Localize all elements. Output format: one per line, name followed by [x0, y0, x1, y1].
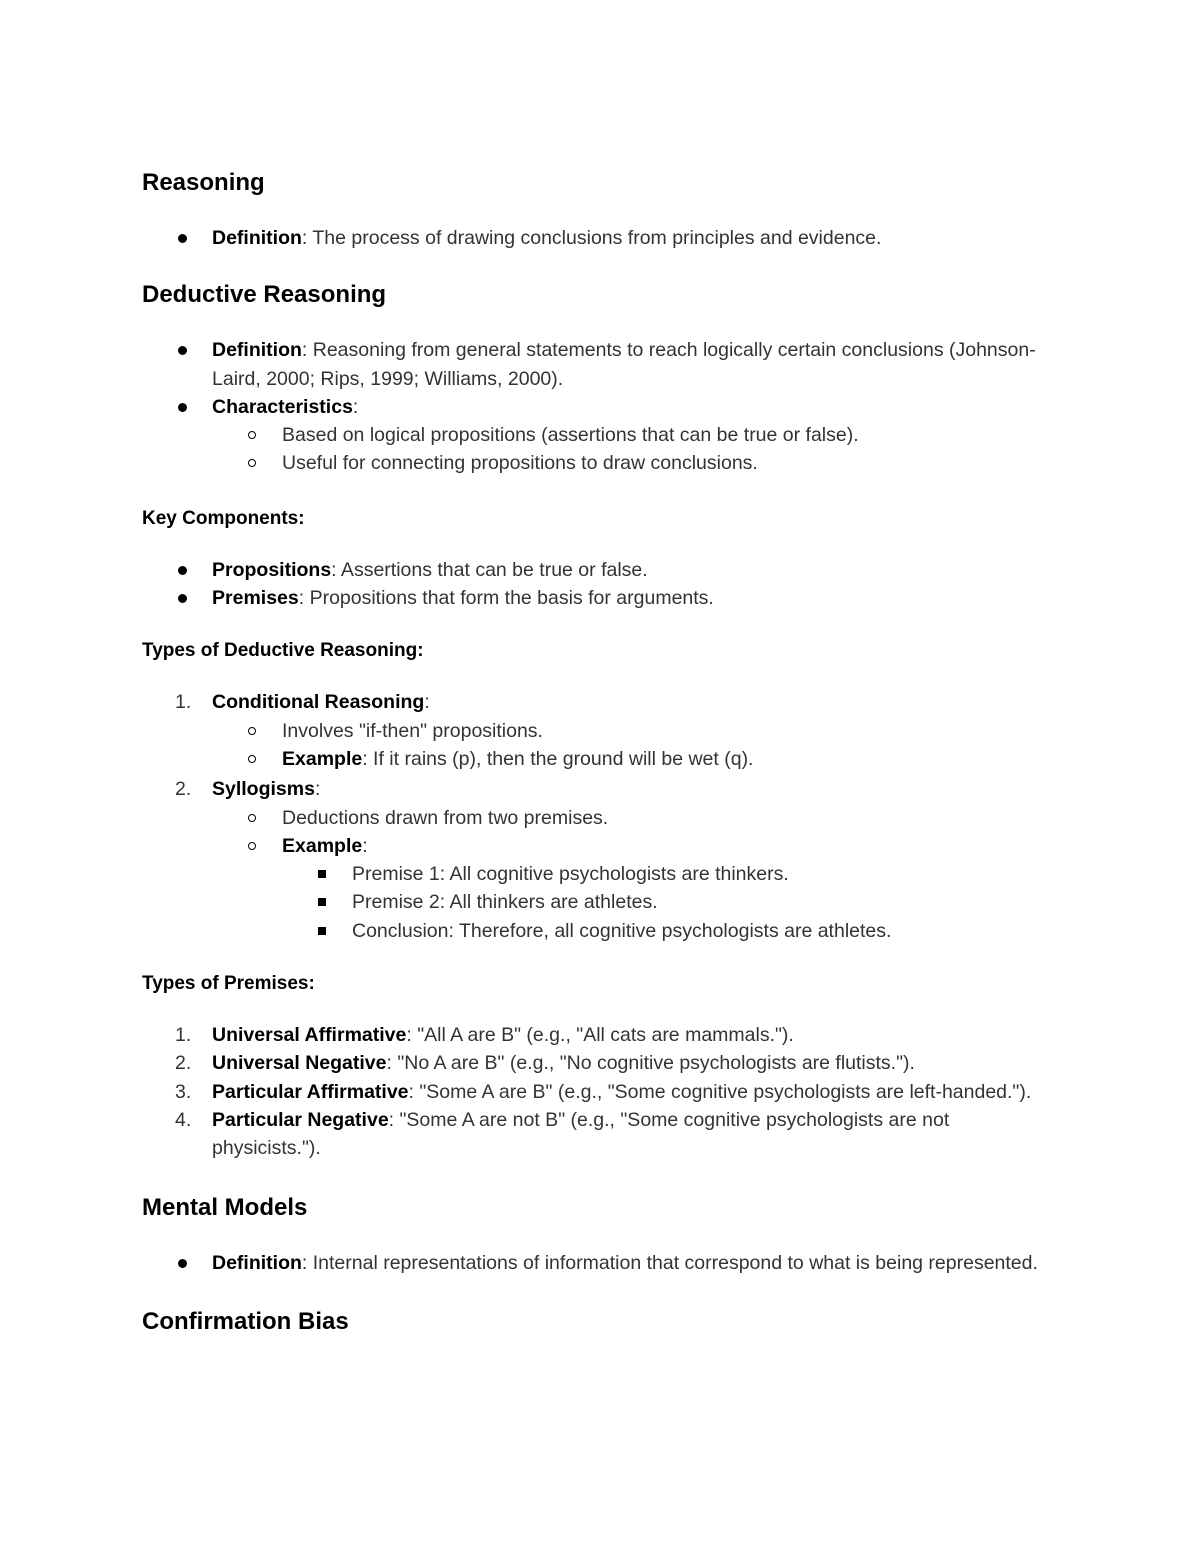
heading-types-premises: Types of Premises: — [142, 973, 315, 995]
list-item — [212, 745, 1042, 773]
component-label: Premises — [212, 587, 299, 610]
conditional-label: Conditional Reasoning — [212, 691, 425, 714]
heading-deductive-reasoning: Deductive Reasoning — [142, 281, 387, 309]
list-item — [282, 888, 1042, 916]
premise-type-text: : "Some A are not B" (e.g., "Some cognitive psychologists are not physicists."). — [212, 1108, 950, 1160]
definition-label: Definition — [212, 339, 302, 362]
list-item — [282, 917, 1042, 945]
disc-bullet-icon — [178, 594, 187, 603]
list-item — [142, 688, 1042, 773]
heading-reasoning: Reasoning — [142, 169, 265, 196]
characteristic-text: Based on logical propositions (assertions that can be true or false). — [282, 424, 859, 447]
definition-text: : Reasoning from general statements to reach logically certain conclusions (Johnson-Laird, 2000; Rips, 1999; Williams, 2000). — [212, 339, 1036, 390]
sub-text: Deductions drawn from two premises. — [282, 806, 609, 829]
list-item — [282, 860, 1042, 888]
list-item — [212, 804, 1042, 832]
definition-text: : Internal representations of information that correspond to what is being represented. — [301, 1251, 1038, 1274]
syllogisms-label: Syllogisms — [212, 778, 315, 801]
example-text: : If it rains (p), then the ground will be wet (q). — [362, 747, 754, 770]
component-label: Propositions — [212, 558, 332, 581]
premise-text: Premise 2: All thinkers are athletes. — [352, 891, 658, 914]
premise-type-label: Particular Affirmative — [212, 1080, 409, 1103]
list-item — [212, 449, 1042, 477]
disc-bullet-icon — [178, 234, 187, 243]
definition-label: Definition — [212, 227, 302, 249]
premises-sublist — [282, 860, 1042, 945]
list-item — [142, 1021, 1042, 1049]
definition-text: : The process of drawing conclusions from principles and evidence. — [301, 227, 882, 249]
types-deductive-list — [142, 688, 1042, 945]
list-item — [142, 336, 1042, 393]
list-number: 2. — [175, 1052, 192, 1075]
characteristics-colon: : — [352, 395, 359, 418]
premise-type-text: : "No A are B" (e.g., "No cognitive psychologists are flutists."). — [386, 1052, 915, 1075]
premise-type-label: Universal Negative — [212, 1052, 387, 1075]
component-text: : Propositions that form the basis for arguments. — [298, 587, 714, 610]
premise-type-text: : "All A are B" (e.g., "All cats are mammals."). — [406, 1024, 794, 1047]
heading-types-deductive: Types of Deductive Reasoning: — [142, 640, 424, 662]
circle-bullet-icon — [248, 431, 256, 439]
example-label: Example — [282, 834, 363, 857]
list-item — [142, 584, 1042, 612]
list-item — [212, 421, 1042, 449]
list-item — [142, 1078, 1042, 1106]
circle-bullet-icon — [248, 459, 256, 467]
reasoning-list — [142, 224, 1042, 252]
circle-bullet-icon — [248, 727, 256, 735]
disc-bullet-icon — [178, 403, 187, 412]
disc-bullet-icon — [178, 1259, 187, 1268]
disc-bullet-icon — [178, 346, 187, 355]
example-label: Example — [282, 747, 363, 770]
list-item — [142, 393, 1042, 478]
colon: : — [424, 691, 430, 714]
key-components-list — [142, 556, 1042, 613]
square-bullet-icon — [318, 927, 326, 935]
list-item — [212, 832, 1042, 945]
circle-bullet-icon — [248, 755, 256, 763]
characteristics-label: Characteristics — [212, 395, 353, 418]
list-number: 3. — [175, 1080, 192, 1103]
list-number: 1. — [175, 1024, 192, 1047]
square-bullet-icon — [318, 870, 326, 878]
circle-bullet-icon — [248, 842, 256, 850]
characteristics-sublist — [212, 421, 1042, 478]
list-item — [142, 1106, 1042, 1163]
circle-bullet-icon — [248, 814, 256, 822]
mental-models-list — [142, 1249, 1042, 1277]
list-number: 2. — [175, 778, 192, 801]
list-number: 4. — [175, 1108, 192, 1131]
list-item — [142, 1249, 1042, 1277]
sub-text: Involves "if-then" propositions. — [282, 719, 543, 742]
list-number: 1. — [175, 691, 192, 714]
square-bullet-icon — [318, 898, 326, 906]
premise-text: Conclusion: Therefore, all cognitive psychologists are athletes. — [352, 919, 892, 942]
list-item — [142, 556, 1042, 584]
list-item — [142, 224, 1042, 252]
characteristic-text: Useful for connecting propositions to draw conclusions. — [282, 452, 758, 475]
definition-label: Definition — [212, 1251, 302, 1274]
premise-type-label: Universal Affirmative — [212, 1024, 407, 1047]
disc-bullet-icon — [178, 566, 187, 575]
heading-key-components: Key Components: — [142, 507, 305, 529]
heading-mental-models: Mental Models — [142, 1193, 308, 1221]
types-premises-list — [142, 1021, 1042, 1162]
heading-confirmation-bias: Confirmation Bias — [142, 1307, 349, 1335]
document-page — [142, 168, 1042, 1337]
component-text: : Assertions that can be true or false. — [331, 558, 648, 581]
premise-type-text: : "Some A are B" (e.g., "Some cognitive psychologists are left-handed."). — [408, 1080, 1032, 1103]
colon: : — [314, 778, 321, 801]
syllogisms-sublist — [212, 804, 1042, 945]
premise-text: Premise 1: All cognitive psychologists are thinkers. — [352, 863, 789, 886]
deductive-list — [142, 336, 1042, 477]
list-item — [142, 775, 1042, 945]
conditional-sublist — [212, 717, 1042, 774]
premise-type-label: Particular Negative — [212, 1108, 389, 1131]
list-item — [142, 1049, 1042, 1077]
colon: : — [362, 834, 368, 857]
list-item — [212, 717, 1042, 745]
